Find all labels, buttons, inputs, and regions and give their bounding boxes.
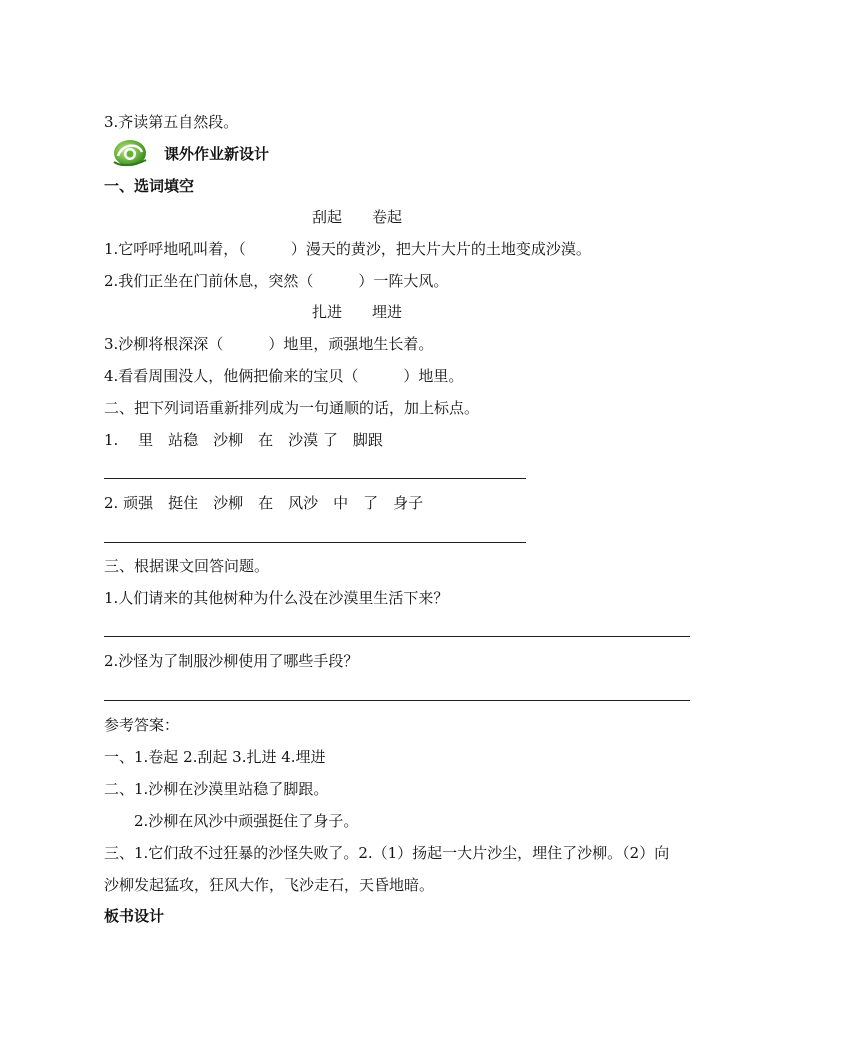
green-leaf-swirl-icon (112, 136, 148, 168)
answer-line-1 (104, 478, 526, 479)
answer-question-2: 2.沙怪为了制服沙柳使用了哪些手段？ (104, 652, 359, 670)
answer-part1: 一、1.卷起 2.刮起 3.扎进 4.埋进 (104, 748, 326, 766)
answer-part2-2: 2.沙柳在风沙中顽强挺住了身子。 (134, 812, 359, 830)
fill-question-4: 4.看看周围没人，他俩把偷来的宝贝（ ）地里。 (104, 367, 464, 385)
part3-heading: 三、根据课文回答问题。 (104, 557, 270, 575)
word-choices-1: 刮起 卷起 (312, 208, 403, 226)
fill-question-3: 3.沙柳将根深深（ ）地里，顽强地生长着。 (104, 335, 434, 353)
answers-heading: 参考答案： (104, 716, 180, 734)
answer-part3-line2: 沙柳发起猛攻，狂风大作，飞沙走石，天昏地暗。 (104, 876, 435, 894)
fill-question-2: 2.我们正坐在门前休息，突然（ ）一阵大风。 (104, 272, 449, 290)
word-choices-2: 扎进 埋进 (312, 303, 403, 321)
part2-heading: 二、把下列词语重新排列成为一句通顺的话，加上标点。 (104, 399, 480, 417)
board-design-heading: 板书设计 (104, 907, 165, 925)
answer-part3-line1: 三、1.它们敌不过狂暴的沙怪失败了。2.（1）扬起一大片沙尘，埋住了沙柳。（2）向 (104, 844, 670, 862)
fill-question-1: 1.它呼呼地吼叫着，（ ）漫天的黄沙，把大片大片的土地变成沙漠。 (104, 240, 591, 258)
answer-question-1: 1.人们请来的其他树种为什么没在沙漠里生活下来？ (104, 589, 449, 607)
reorder-question-1: 1. 里 站稳 沙柳 在 沙漠 了 脚跟 (104, 431, 383, 449)
answer-part2-1: 二、1.沙柳在沙漠里站稳了脚跟。 (104, 780, 329, 798)
step-line: 3.齐读第五自然段。 (104, 113, 239, 131)
answer-line-2 (104, 542, 526, 543)
section-title: 课外作业新设计 (164, 145, 270, 163)
answer-line-3 (104, 636, 690, 637)
reorder-question-2: 2. 顽强 挺住 沙柳 在 风沙 中 了 身子 (104, 494, 424, 512)
part1-heading: 一、选词填空 (104, 177, 195, 195)
answer-line-4 (104, 700, 690, 701)
